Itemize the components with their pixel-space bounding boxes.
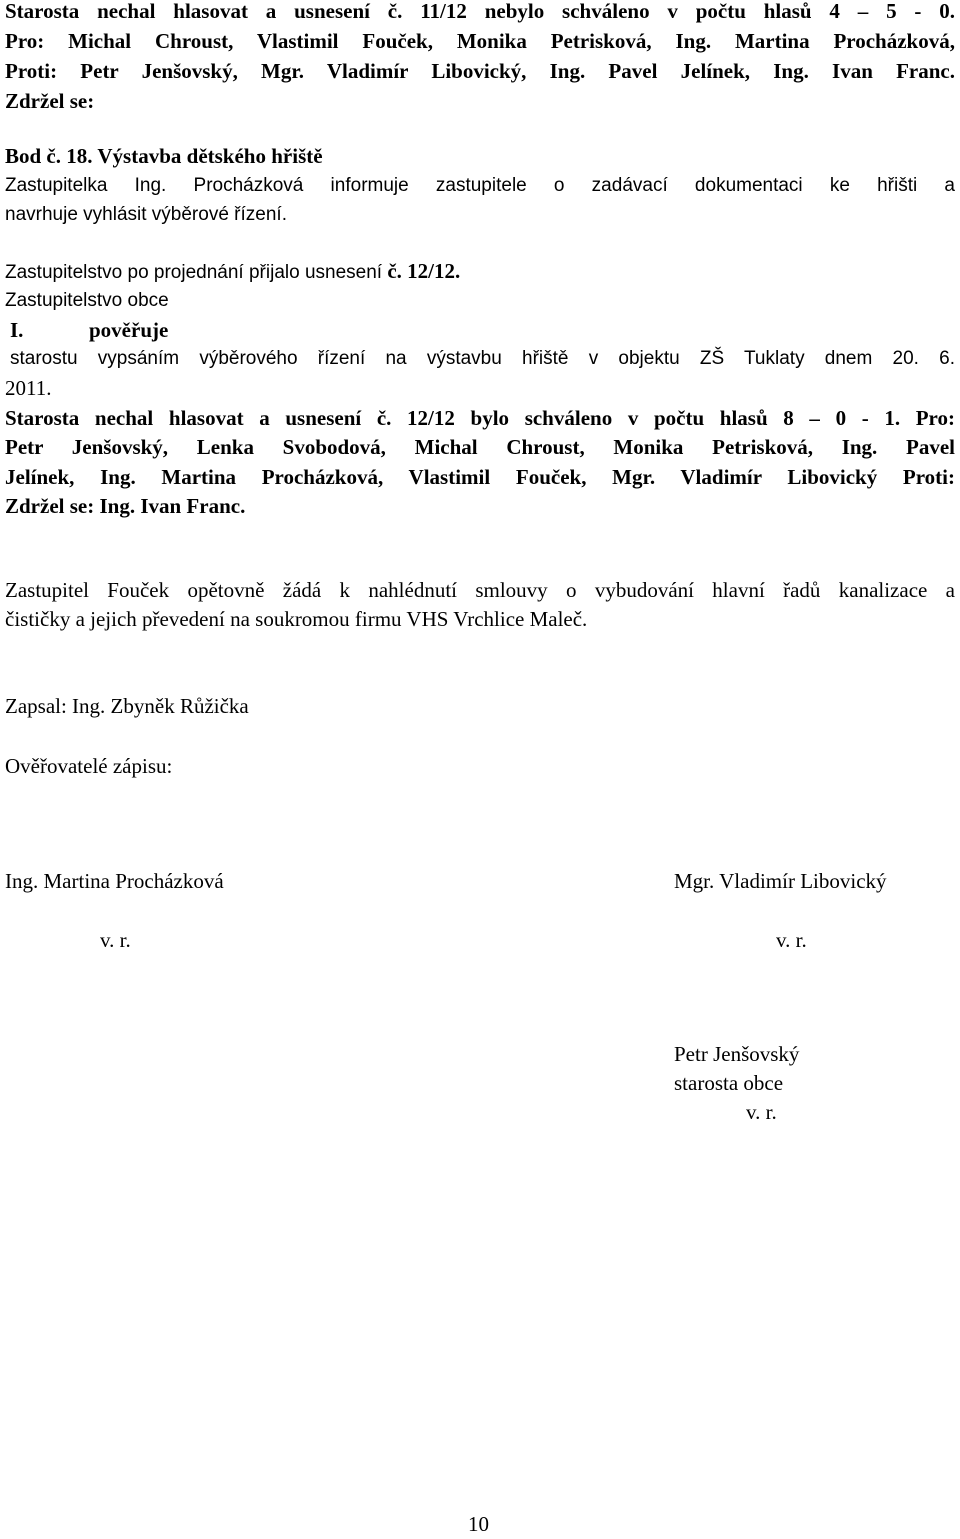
item-18-heading: Bod č. 18. Výstavba dětského hřiště [5,144,323,168]
signature-right-name: Mgr. Vladimír Libovický [674,869,887,893]
page-number: 10 [468,1512,489,1536]
vote-12-line2: Petr Jenšovský, Lenka Svobodová, Michal Chroust, Monika Petrisková, Ing. Pavel [5,435,955,459]
mayor-title: starosta obce [674,1071,784,1095]
vote-11-line1: Starosta nechal hlasovat a usnesení č. 11/12 nebylo schváleno v počtu hlasů 4 – 5 - 0. [5,0,955,23]
request-line1: Zastupitel Fouček opětovně žádá k nahlédnutí smlouvy o vybudování hlavní řadů kanalizace a [5,578,955,602]
resolution-line [5,256,460,288]
mayor-vr: v. r. [746,1100,777,1124]
point-text-line1: starostu vypsáním výběrového řízení na výstavbu hřiště v objektu ZŠ Tuklaty dnem 20. 6. [10,348,955,369]
request-line2: čističky a jejich převedení na soukromou firmu VHS Vrchlice Maleč. [5,607,588,631]
point-verb: pověřuje [89,318,169,342]
vote-11-line2: Pro: Michal Chroust, Vlastimil Fouček, Monika Petrisková, Ing. Martina Procházková, [5,29,955,53]
vote-12-line4: Zdržel se: Ing. Ivan Franc. [5,494,246,518]
signature-left-vr: v. r. [100,928,131,952]
mayor-name: Petr Jenšovský [674,1042,800,1066]
vote-11-abstain: Zdržel se: [5,89,95,113]
recorded-by: Zapsal: Ing. Zbyněk Růžička [5,694,249,718]
signature-left-name: Ing. Martina Procházková [5,869,224,893]
vote-12-line1: Starosta nechal hlasovat a usnesení č. 12/12 bylo schváleno v počtu hlasů 8 – 0 - 1. Pro: [5,406,955,430]
vote-12-line3: Jelínek, Ing. Martina Procházková, Vlastimil Fouček, Mgr. Vladimír Libovický Proti: [5,465,955,489]
item-18-text-line2: navrhuje vyhlásit výběrové řízení. [5,204,287,225]
council-label: Zastupitelstvo obce [5,290,169,311]
point-roman: I. [10,318,24,342]
vote-11-line3: Proti: Petr Jenšovský, Mgr. Vladimír Libovický, Ing. Pavel Jelínek, Ing. Ivan Franc. [5,59,955,83]
verifiers-label: Ověřovatelé zápisu: [5,754,173,778]
item-18-text-line1: Zastupitelka Ing. Procházková informuje zastupitele o zadávací dokumentaci ke hřišti a [5,175,955,196]
resolution-prefix: Zastupitelstvo po projednání přijalo usnesení [5,262,388,283]
point-text-line2: 2011. [5,376,52,400]
resolution-number: č. 12/12. [387,259,461,283]
signature-right-vr: v. r. [776,928,807,952]
